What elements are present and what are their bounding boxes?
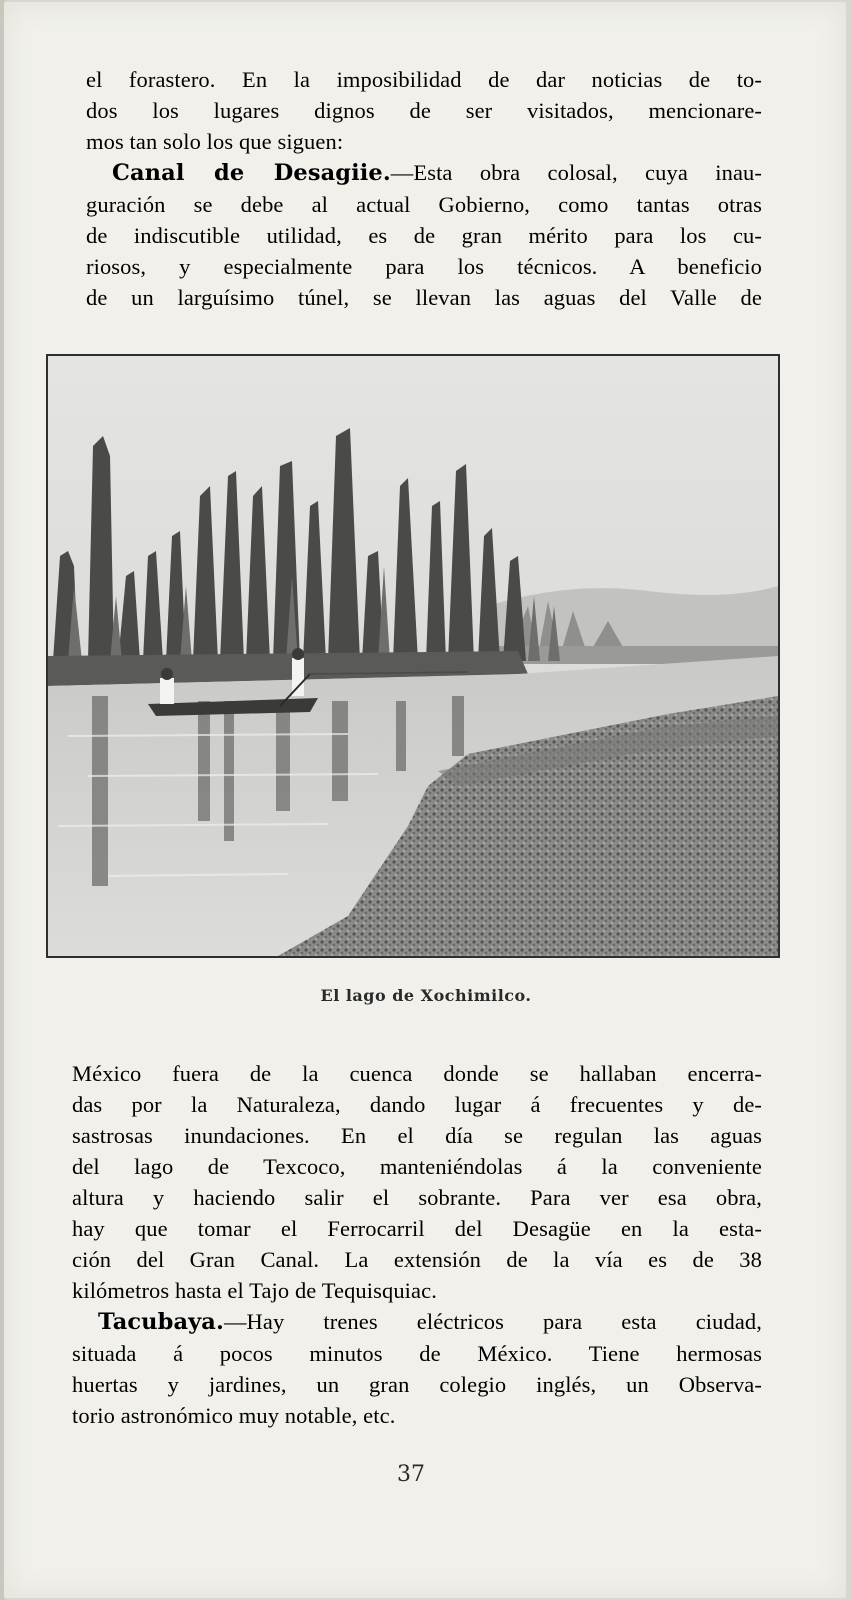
text-line: kilómetros hasta el Tajo de Tequisquiac. [72, 1278, 437, 1303]
text-line: situada á pocos minutos de México. Tiene hermosas [72, 1341, 762, 1366]
canal-heading: Canal de Desagiie. [112, 160, 391, 186]
tacubaya-paragraph-first-line [72, 1306, 762, 1338]
text-line: México fuera de la cuenca donde se hallaban encerra- [72, 1061, 762, 1086]
page-number: 37 [397, 1462, 425, 1487]
text-line: del lago de Texcoco, manteniéndolas á la conveniente [72, 1154, 762, 1179]
text-line: das por la Naturaleza, dando lugar á frecuentes y de- [72, 1092, 762, 1117]
text-line: ción del Gran Canal. La extensión de la vía es de 38 [72, 1247, 762, 1272]
text-line: dos los lugares dignos de ser visitados, mencionare- [86, 98, 762, 123]
text-line: mos tan solo los que siguen: [86, 129, 344, 154]
text-line: —Hay trenes eléctricos para esta ciudad, [223, 1309, 762, 1334]
text-line: riosos, y especialmente para los técnicos. A beneficio [86, 254, 762, 279]
bottom-text-block [72, 1058, 762, 1431]
text-line: huertas y jardines, un gran colegio inglés, un Observa- [72, 1372, 762, 1397]
lake-photograph [46, 354, 780, 958]
lake-photo-illustration [48, 356, 778, 956]
text-line: altura y haciendo salir el sobrante. Para ver esa obra, [72, 1185, 762, 1210]
text-line: —Esta obra colosal, cuya inau- [390, 160, 762, 185]
text-line: de indiscutible utilidad, es de gran mérito para los cu- [86, 223, 762, 248]
text-line: guración se debe al actual Gobierno, como tantas otras [86, 192, 762, 217]
tacubaya-heading: Tacubaya. [98, 1309, 224, 1335]
text-line: sastrosas inundaciones. En el día se regulan las aguas [72, 1123, 762, 1148]
canal-paragraph-first-line [86, 157, 762, 189]
top-text-block [86, 64, 762, 313]
figure-caption: El lago de Xochimilco. [320, 986, 532, 1005]
text-line: hay que tomar el Ferrocarril del Desagüe en la esta- [72, 1216, 762, 1241]
text-line: torio astronómico muy notable, etc. [72, 1403, 396, 1428]
text-line: de un larguísimo túnel, se llevan las aguas del Valle de [86, 285, 762, 310]
text-line: el forastero. En la imposibilidad de dar noticias de to- [86, 67, 762, 92]
